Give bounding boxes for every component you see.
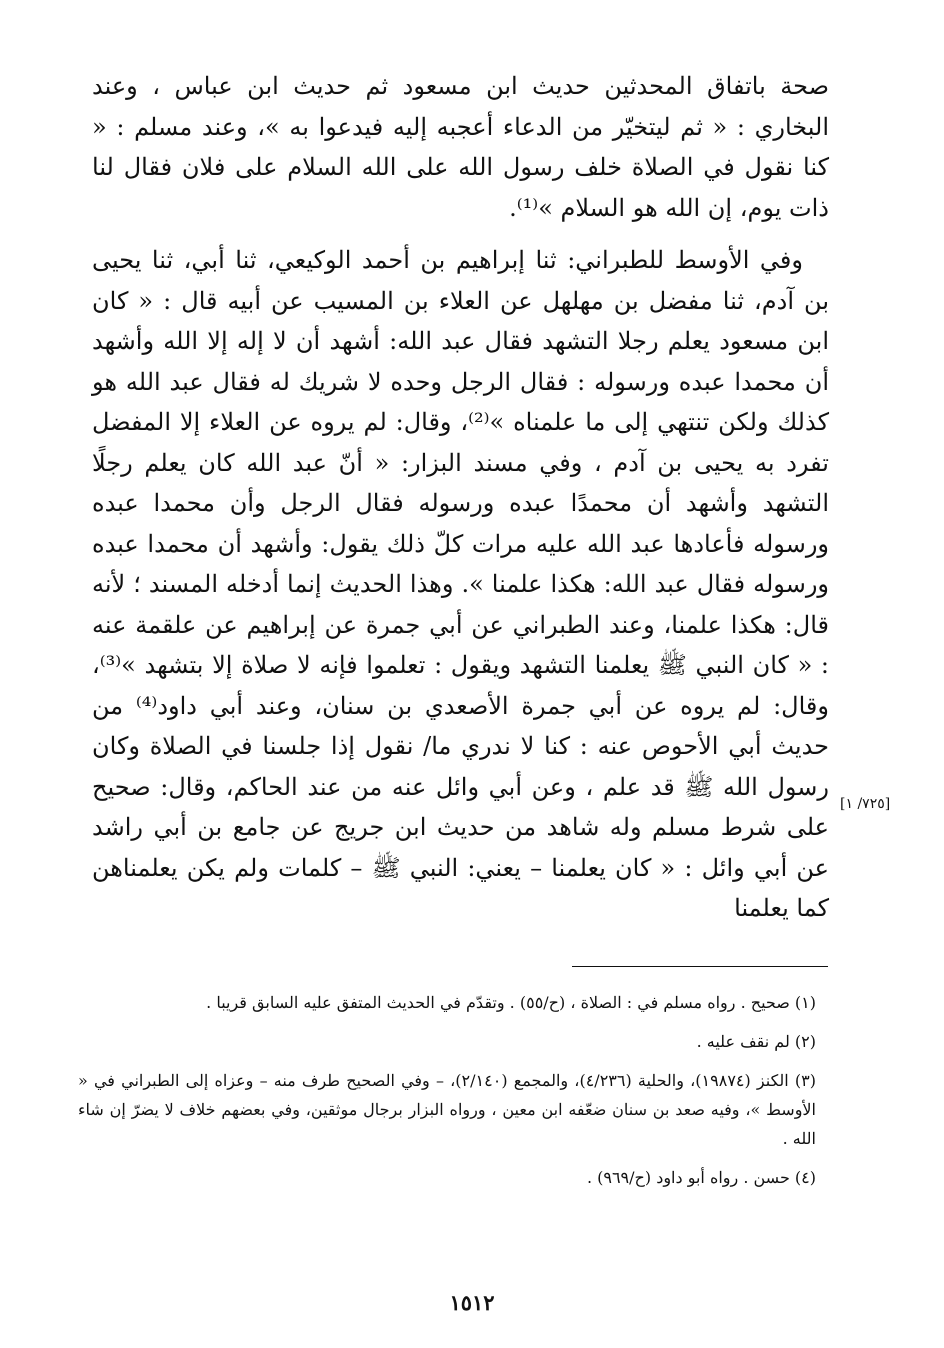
paragraph-1: صحة باتفاق المحدثين حديث ابن مسعود ثم حديث ابن عباس ، وعند البخاري : « ثم ليتخيّر من الدعاء أعجبه إليه فيدعوا به »، وعند مسلم : « كنا نقول في الصلاة خلف رسول الله على الله السلام على فلان فقال لنا ذات يوم، إن الله هو السلام »⁽¹⁾. [92, 72, 829, 222]
margin-note: [٧٢٥/ ١] [840, 796, 891, 812]
footnote-3: (٣) الكنز (١٩٨٧٤)، والحلية (٤/٢٣٦)، والمجمع (٢/١٤٠)، – وفي الصحيح طرف منه – وعزاه إلى الطبراني في « الأوسط »، وفيه صعد بن سنان ضعّفه ابن معين ، ورواه البزار برجال موثقين، وفي بعضهم خلاف لا يضرّ إن شاء الله . [78, 1071, 817, 1148]
footnotes [78, 988, 816, 1202]
footnote-1: (١) صحيح . رواه مسلم في : الصلاة ، (ح/٥٥) . وتقدّم في الحديث المتفق عليه السابق قريبا . [206, 993, 816, 1012]
footnote-4: (٤) حسن . رواه أبو داود (ح/٩٦٩) . [586, 1168, 816, 1187]
footnote-divider [572, 966, 828, 967]
page-number: ١٥١٢ [449, 1290, 495, 1315]
footnote-2: (٢) لم نقف عليه . [696, 1032, 816, 1051]
main-text [92, 66, 829, 929]
paragraph-2: وفي الأوسط للطبراني: ثنا إبراهيم بن أحمد الوكيعي، ثنا أبي، ثنا يحيى بن آدم، ثنا مفضل بن مهلهل عن العلاء بن المسيب عن أبيه قال : « كان ابن مسعود يعلم رجلا التشهد فقال عبد الله: أشهد أن لا إله إلا الله وأشهد أن محمدا عبده ورسوله : فقال الرجل وحده لا شريك له فقال عبد الله هو كذلك ولكن تنتهي إلى ما علمناه »⁽²⁾، وقال: لم يروه عن العلاء إلا المفضل تفرد به يحيى بن آدم ، وفي مسند البزار: « أنّ عبد الله كان يعلم رجلًا التشهد وأشهد أن محمدًا عبده ورسوله فقال الرجل وأن محمدا عبده ورسوله فأعادها عبد الله عليه مرات كلّ ذلك يقول: وأشهد أن محمدا عبده ورسوله فقال عبد الله: هكذا علمنا ». وهذا الحديث إنما أدخله المسند ؛ لأنه قال: هكذا علمنا، وعند الطبراني عن أبي جمرة عن إبراهيم عن علقمة عنه : « كان النبي ﷺ يعلمنا التشهد ويقول : تعلموا فإنه لا صلاة إلا بتشهد »⁽³⁾، وقال: لم يروه عن أبي جمرة الأصعدي بن سنان، وعند أبي داود⁽⁴⁾ من حديث أبي الأحوص عنه : كنا لا ندري ما/ نقول إذا جلسنا في الصلاة وكان رسول الله ﷺ قد علم ، وعن أبي وائل عنه من عند الحاكم، وقال: صحيح على شرط مسلم وله شاهد من حديث ابن جريج عن جامع بن أبي راشد عن أبي وائل : « كان يعلمنا – يعني: النبي ﷺ – كلمات ولم يكن يعلمناهن كما يعلمنا [92, 246, 830, 922]
